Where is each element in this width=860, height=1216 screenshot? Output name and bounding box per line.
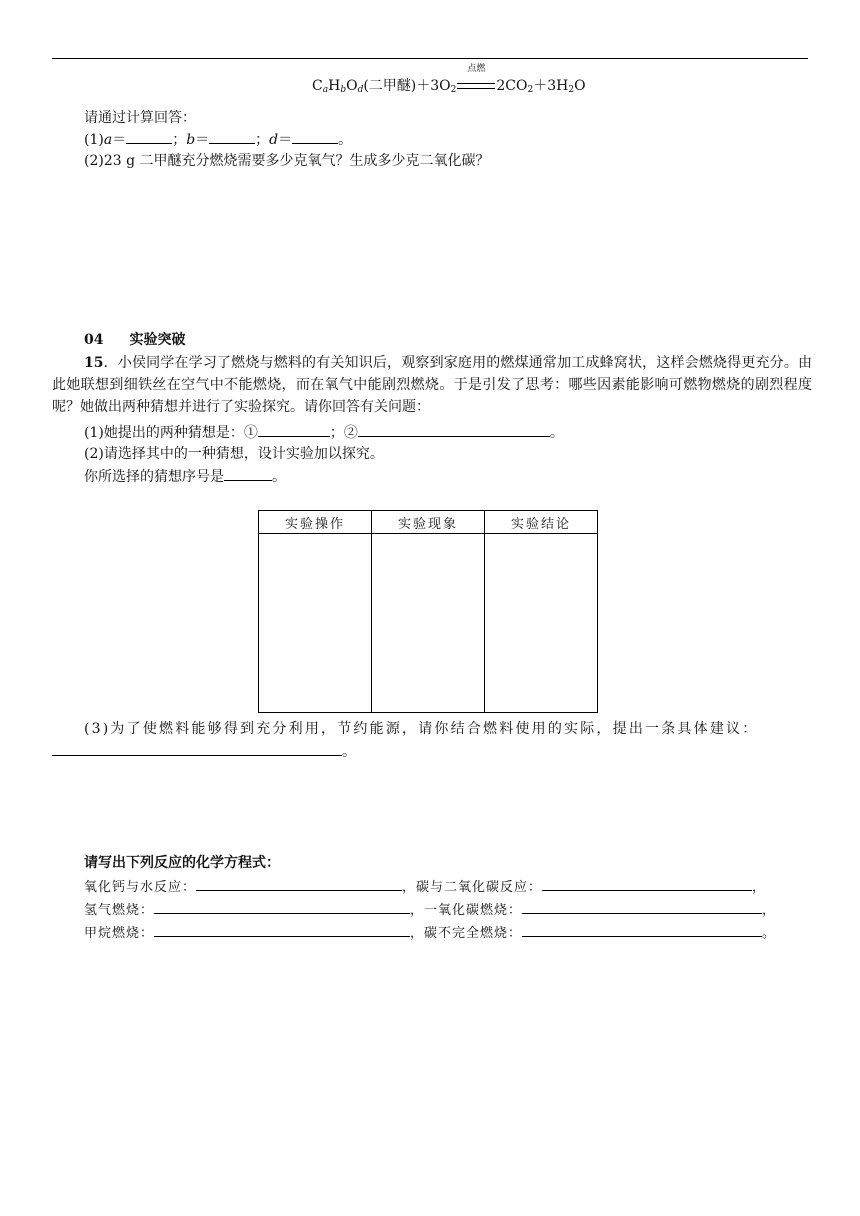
reactant-oxygen: ＋3O <box>416 78 451 94</box>
q15-part1-mid: ；② <box>329 425 358 441</box>
q14-part2: (2)23 g 二甲醚充分燃烧需要多少克氧气？生成多少克二氧化碳？ <box>84 153 490 169</box>
equation-blank[interactable] <box>154 922 410 937</box>
equation-row-3 <box>84 922 776 944</box>
q15-stem-text: ．小侯同学在学习了燃烧与燃料的有关知识后，观察到家庭用的燃煤通常加工成蜂窝状，这样会燃烧得更充分。由此她联想到细铁丝在空气中不能燃烧，而在氧气中能剧烈燃烧。于是引发了思考：哪些因素能影响可燃物燃烧的剧烈程度呢？她做出两种猜想并进行了实验探究。请你回答有关问题： <box>52 355 812 415</box>
cell-phenomenon[interactable] <box>372 534 485 713</box>
subscript-a: a <box>322 85 329 95</box>
var-d: d <box>269 132 279 148</box>
formula-c: C <box>312 78 323 94</box>
choice-label: 你所选择的猜想序号是 <box>84 469 224 485</box>
eq-sign: ＝ <box>195 132 210 148</box>
equation-label: 氢气燃烧： <box>84 903 155 918</box>
equation-row-1 <box>84 876 766 898</box>
chemical-equation <box>312 64 586 96</box>
equation-label: 氧化钙与水反应： <box>84 880 197 895</box>
separator: ， <box>762 903 777 918</box>
q14-part1 <box>84 129 352 150</box>
subscript-co2: 2 <box>527 85 534 95</box>
section-title: 实验突破 <box>129 332 186 348</box>
var-a: a <box>103 132 113 148</box>
part-label: (1) <box>84 132 104 148</box>
subscript-h2: 2 <box>568 85 575 95</box>
equation-blank[interactable] <box>522 922 762 937</box>
table-row <box>259 534 598 713</box>
hypothesis-2-blank[interactable] <box>358 422 550 437</box>
subscript-b: b <box>340 85 347 95</box>
formula-h: H <box>328 78 341 94</box>
reaction-condition <box>457 64 495 96</box>
separator: ； <box>255 132 270 148</box>
hypothesis-1-blank[interactable] <box>258 422 330 437</box>
equation-blank[interactable] <box>154 899 410 914</box>
product-water-o: O <box>574 78 586 94</box>
period: 。 <box>549 425 564 441</box>
header-rule <box>52 58 808 59</box>
condition-label: 点燃 <box>467 64 486 74</box>
table-header-row <box>259 511 598 534</box>
compound-name: (二甲醚) <box>363 78 417 94</box>
cell-conclusion[interactable] <box>485 534 598 713</box>
separator: 。 <box>762 926 777 941</box>
equations-task-title: 请写出下列反应的化学方程式： <box>84 855 280 871</box>
separator: ； <box>172 132 187 148</box>
equation-label: 甲烷燃烧： <box>84 926 155 941</box>
q15-choice <box>84 466 286 487</box>
equation-label: ，碳与二氧化碳反应： <box>402 880 543 895</box>
suggestion-blank[interactable] <box>52 741 342 756</box>
q14-intro: 请通过计算回答： <box>84 110 196 126</box>
answer-blank-b[interactable] <box>209 129 255 144</box>
header-operation: 实验操作 <box>259 511 372 534</box>
q15-part1 <box>84 422 564 443</box>
q15-part3-answer <box>52 741 356 762</box>
choice-blank[interactable] <box>224 466 272 481</box>
equation-row-2 <box>84 899 776 921</box>
product-water: ＋3H <box>533 78 569 94</box>
equation-label: ，碳不完全燃烧： <box>410 926 523 941</box>
equals-bar <box>457 83 495 89</box>
cell-operation[interactable] <box>259 534 372 713</box>
equation-blank[interactable] <box>522 899 762 914</box>
period: 。 <box>342 744 356 760</box>
header-phenomenon: 实验现象 <box>372 511 485 534</box>
equation-blank[interactable] <box>542 876 752 891</box>
answer-blank-d[interactable] <box>292 129 338 144</box>
period: 。 <box>272 469 286 485</box>
section-number: 04 <box>84 332 104 348</box>
separator: ， <box>752 880 767 895</box>
question-number: 15 <box>84 355 104 371</box>
answer-blank-a[interactable] <box>126 129 172 144</box>
q15-part1-label: (1)她提出的两种猜想是：① <box>84 425 258 441</box>
q15-part3: (3)为了使燃料能够得到充分利用，节约能源，请你结合燃料使用的实际，提出一条具体建议： <box>84 721 759 737</box>
experiment-table <box>258 510 598 713</box>
equation-label: ，一氧化碳燃烧： <box>410 903 523 918</box>
header-conclusion: 实验结论 <box>485 511 598 534</box>
eq-sign: ＝ <box>112 132 127 148</box>
var-b: b <box>186 132 196 148</box>
product-co2: 2CO <box>496 78 528 94</box>
equation-blank[interactable] <box>196 876 402 891</box>
subscript-o2: 2 <box>450 85 457 95</box>
formula-o: O <box>346 78 358 94</box>
subscript-d: d <box>357 85 364 95</box>
eq-sign: ＝ <box>278 132 293 148</box>
section-heading <box>84 330 185 350</box>
period: 。 <box>338 132 353 148</box>
q15-stem <box>52 352 812 418</box>
q15-part2: (2)请选择其中的一种猜想，设计实验加以探究。 <box>84 446 384 462</box>
